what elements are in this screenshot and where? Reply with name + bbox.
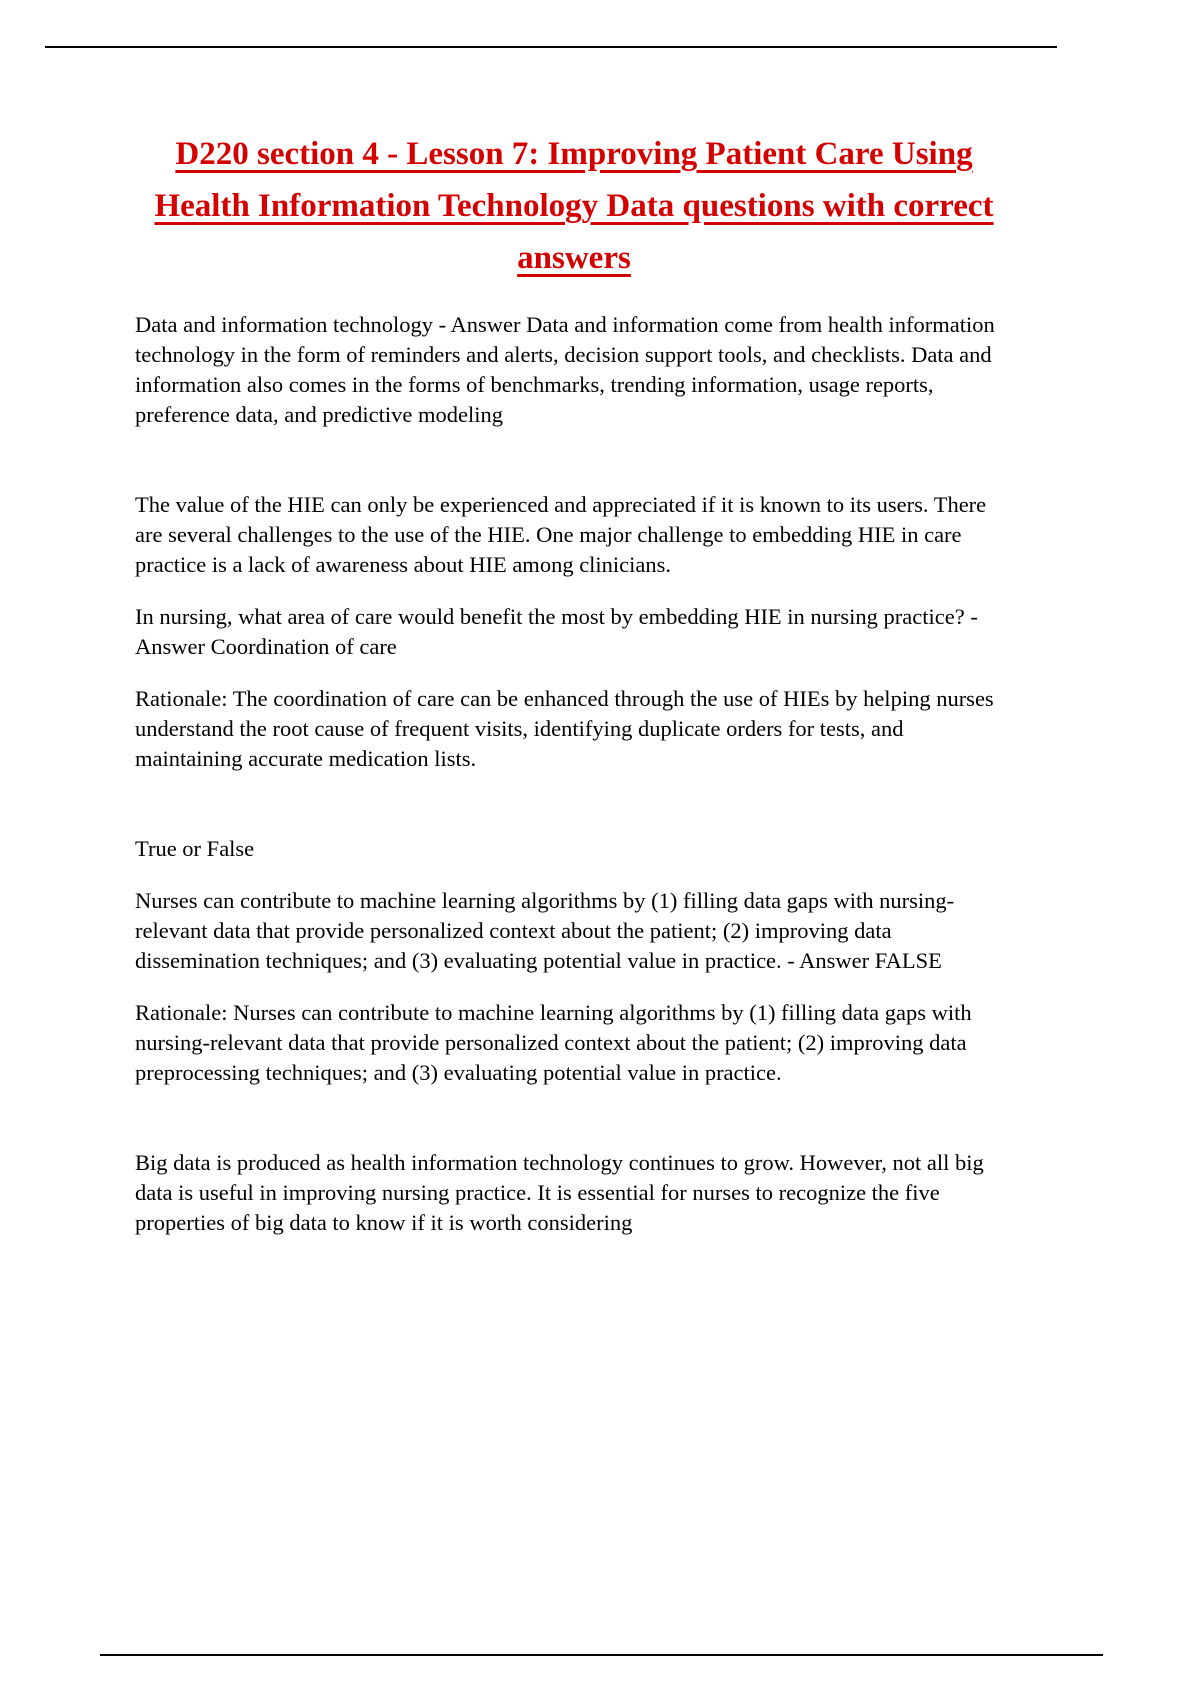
paragraph-hie-value: The value of the HIE can only be experienced and appreciated if it is known to its users. There are several challenges to the use of the HIE. One major challenge to embedding HIE in care practice is a lack of awareness about HIE among clinicians. [135,492,987,577]
paragraph-data-and-information-technology: Data and information technology - Answer Data and information come from health information technology in the form of reminders and alerts, decision support tools, and checklists. Data and information also comes in the forms of benchmarks, trending information, usage reports, preference data, and predictive modeling [135,312,995,427]
paragraph-rationale-machine-learning: Rationale: Nurses can contribute to machine learning algorithms by (1) filling data gaps with nursing-relevant data that provide personalized context about the patient; (2) improving data preprocessing techniques; and (3) evaluating potential value in practice. [135,1000,972,1085]
paragraph-big-data: Big data is produced as health information technology continues to grow. However, not all big data is useful in improving nursing practice. It is essential for nurses to recognize the five properties of big data to know if it is worth considering [135,1150,984,1235]
document-content [135,128,1013,1254]
top-horizontal-rule [45,46,1057,48]
paragraph-nursing-question: In nursing, what area of care would benefit the most by embedding HIE in nursing practice? - Answer Coordination of care [135,604,978,659]
paragraph-rationale-coordination: Rationale: The coordination of care can be enhanced through the use of HIEs by helping nurses understand the root cause of frequent visits, identifying duplicate orders for tests, and maintaining accurate medication lists. [135,686,994,771]
page-title: D220 section 4 - Lesson 7: Improving Patient Care Using Health Information Technology Data questions with correct answers [154,136,994,276]
paragraph-true-or-false-heading: True or False [135,836,255,861]
paragraph-machine-learning-question: Nurses can contribute to machine learning algorithms by (1) filling data gaps with nursing-relevant data that provide personalized context about the patient; (2) improving data dissemination techniques; and (3) evaluating potential value in practice. - Answer FALSE [135,888,955,973]
bottom-horizontal-rule [100,1654,1103,1656]
